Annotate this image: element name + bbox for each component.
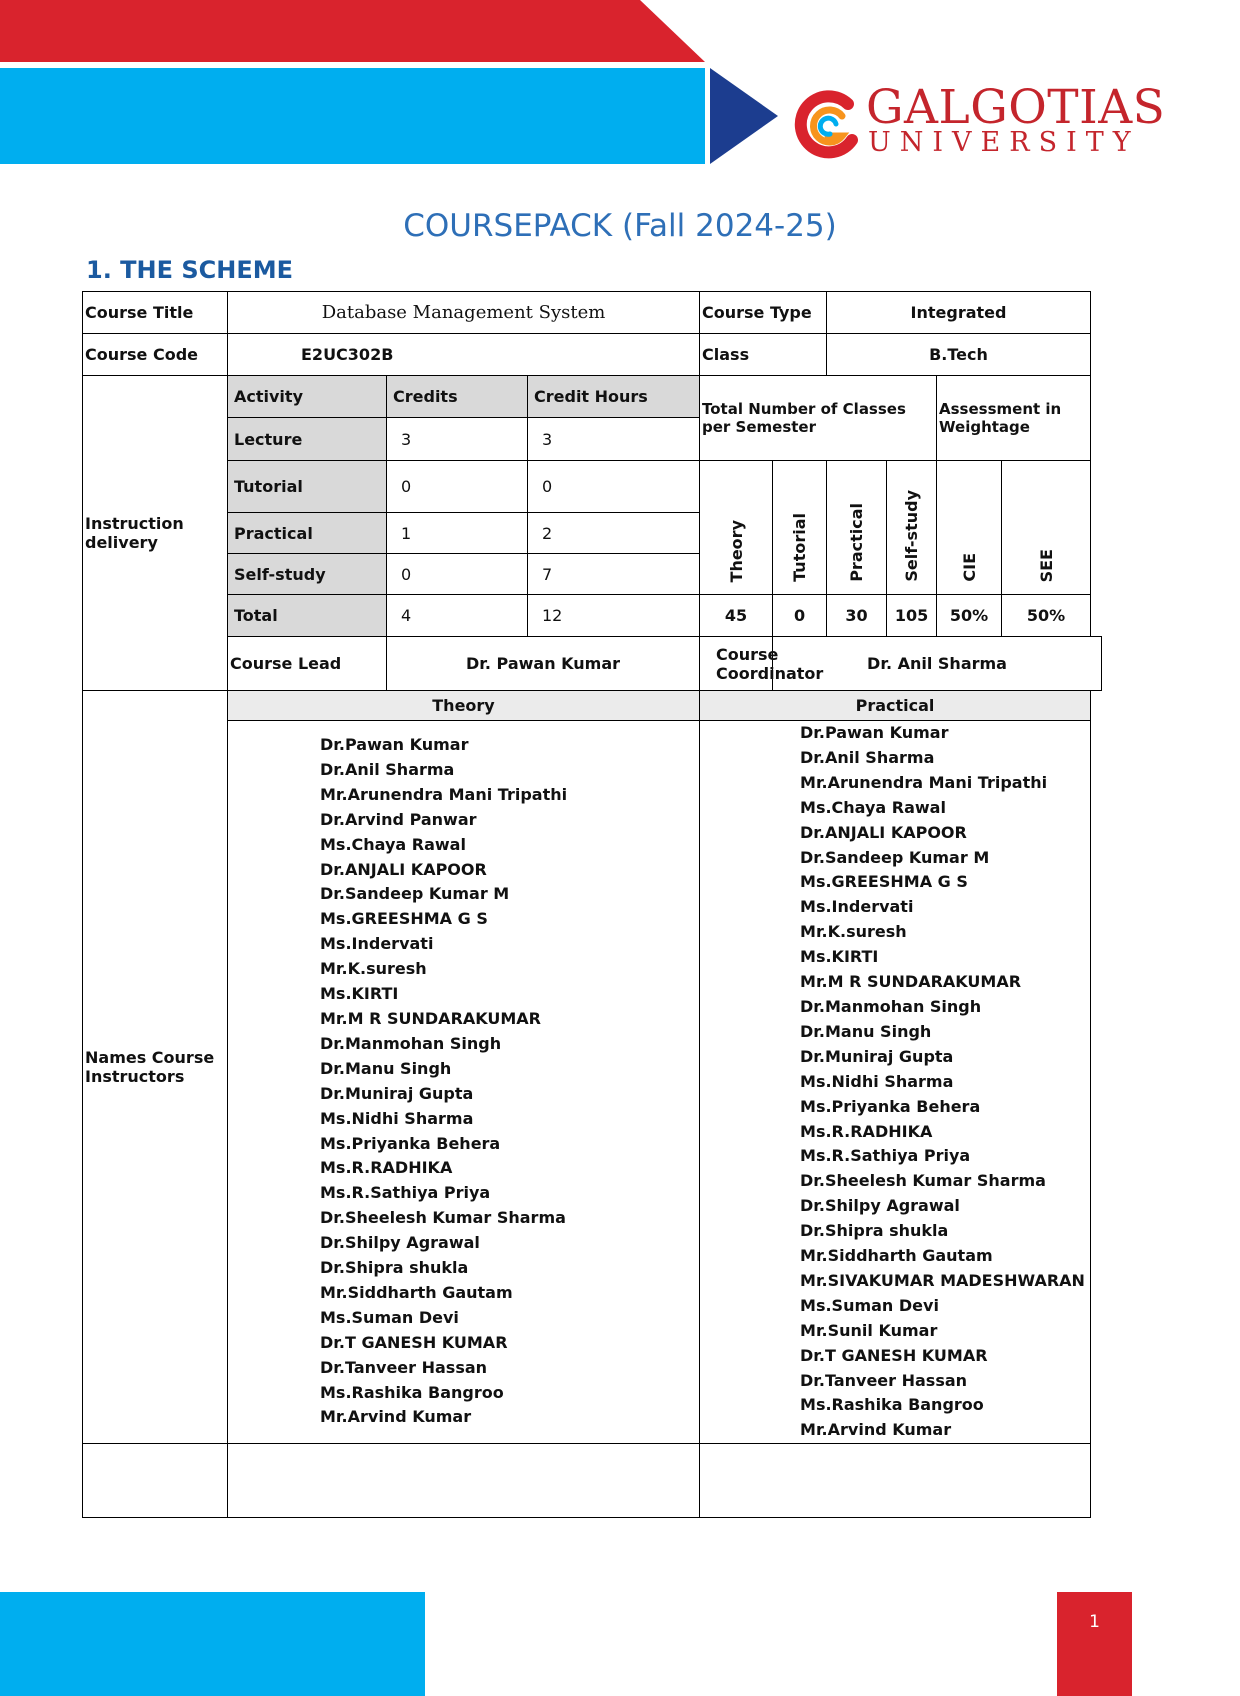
activity-total: Total — [228, 595, 387, 637]
instructor-name: Mr.Siddharth Gautam — [800, 1246, 993, 1266]
instructor-name: Dr.T GANESH KUMAR — [800, 1345, 988, 1365]
activity-practical: Practical — [228, 513, 387, 554]
self-study-classes-header: Self-study — [887, 461, 937, 595]
instructor-name: Ms.GREESHMA G S — [800, 872, 968, 892]
instructor-name: Mr.Sunil Kumar — [800, 1320, 938, 1340]
practical-instructors-list — [700, 721, 1091, 1444]
course-coordinator-value: Dr. Anil Sharma — [773, 637, 1102, 691]
instructor-name: Ms.Suman Devi — [320, 1307, 459, 1327]
instructor-name: Mr.Arvind Kumar — [320, 1407, 472, 1427]
instructor-name: Dr.ANJALI KAPOOR — [320, 859, 487, 879]
instructor-name: Dr.Sandeep Kumar M — [320, 884, 510, 904]
activity-lecture: Lecture — [228, 418, 387, 461]
logo-emblem-icon — [790, 90, 860, 160]
instructor-name: Ms.Suman Devi — [800, 1295, 939, 1315]
course-title-value: Database Management System — [228, 292, 700, 334]
course-type-value: Integrated — [827, 292, 1091, 334]
theory-instructors-header: Theory — [228, 691, 700, 721]
hours-practical: 2 — [528, 513, 700, 554]
cie-header: CIE — [937, 461, 1002, 595]
page-number: 1 — [1089, 1612, 1100, 1632]
instructor-name: Ms.KIRTI — [320, 984, 399, 1004]
page-title: COURSEPACK (Fall 2024-25) — [403, 208, 837, 244]
theory-classes-value: 45 — [700, 595, 773, 637]
instructor-name: Mr.Arunendra Mani Tripathi — [800, 772, 1048, 792]
instructor-name: Ms.R.Sathiya Priya — [800, 1146, 971, 1166]
instructor-name: Ms.GREESHMA G S — [320, 909, 488, 929]
instructor-name: Dr.Tanveer Hassan — [320, 1357, 488, 1377]
instructor-name: Dr.Pawan Kumar — [320, 735, 469, 754]
instructor-name: Ms.Indervati — [320, 934, 434, 954]
instructor-name: Dr.Arvind Panwar — [320, 809, 477, 829]
instructor-name: Dr.Pawan Kumar — [800, 723, 949, 742]
activity-header: Activity — [228, 376, 387, 418]
course-type-label: Course Type — [700, 292, 827, 334]
instructor-name: Dr.Tanveer Hassan — [800, 1370, 968, 1390]
instructor-name: Dr.Anil Sharma — [320, 759, 455, 779]
activity-tutorial: Tutorial — [228, 461, 387, 513]
credits-self-study: 0 — [387, 554, 528, 595]
instructor-name: Mr.K.suresh — [320, 959, 427, 979]
instructor-name: Ms.Nidhi Sharma — [800, 1071, 954, 1091]
credits-lecture: 3 — [387, 418, 528, 461]
course-code-label: Course Code — [83, 334, 228, 376]
instructor-name: Ms.Nidhi Sharma — [320, 1108, 474, 1128]
instructor-name: Ms.R.RADHIKA — [320, 1158, 453, 1178]
see-value: 50% — [1002, 595, 1091, 637]
instructor-name: Dr.Muniraj Gupta — [800, 1046, 954, 1066]
theory-instructors-list — [228, 721, 700, 1444]
hours-lecture: 3 — [528, 418, 700, 461]
course-lead-value: Dr. Pawan Kumar — [387, 637, 700, 691]
instructor-name: Mr.Siddharth Gautam — [320, 1282, 513, 1302]
instructor-name: Dr.Sheelesh Kumar Sharma — [320, 1208, 566, 1228]
instructor-name: Ms.R.Sathiya Priya — [320, 1183, 491, 1203]
instructor-name: Dr.Sheelesh Kumar Sharma — [800, 1171, 1046, 1191]
instructor-name: Mr.SIVAKUMAR MADESHWARAN — [800, 1270, 1085, 1290]
footer-red-band — [1057, 1592, 1132, 1696]
see-header: SEE — [1002, 461, 1091, 595]
instructor-name: Ms.Priyanka Behera — [320, 1133, 501, 1153]
logo-sub-text: UNIVERSITY — [868, 127, 1140, 158]
instructor-name: Dr.ANJALI KAPOOR — [800, 822, 967, 842]
instructor-name: Dr.Anil Sharma — [800, 747, 935, 767]
instructor-name: Dr.Manu Singh — [800, 1021, 932, 1041]
instructor-name: Dr.Manmohan Singh — [320, 1033, 502, 1053]
credits-practical: 1 — [387, 513, 528, 554]
tutorial-classes-value: 0 — [773, 595, 827, 637]
instructor-name: Ms.Rashika Bangroo — [320, 1382, 504, 1402]
course-title-label: Course Title — [83, 292, 228, 334]
instruction-delivery-label: Instruction delivery — [83, 376, 228, 691]
instructor-name: Dr.Shilpy Agrawal — [800, 1196, 960, 1216]
footer-blue-band — [0, 1592, 425, 1696]
instructor-name: Ms.R.RADHIKA — [800, 1121, 933, 1141]
course-lead-label: Course Lead — [228, 637, 387, 691]
course-code-value: E2UC302B — [228, 334, 700, 376]
scheme-table — [82, 291, 1102, 1518]
hours-self-study: 7 — [528, 554, 700, 595]
header-arrow-icon — [710, 68, 778, 168]
assessment-label: Assessment in Weightage — [937, 376, 1091, 461]
self-study-classes-value: 105 — [887, 595, 937, 637]
instructor-name: Mr.Arunendra Mani Tripathi — [320, 784, 568, 804]
empty-cell — [700, 1444, 1091, 1518]
instructor-name: Dr.Shipra shukla — [800, 1221, 949, 1241]
instructor-name: Ms.KIRTI — [800, 947, 879, 967]
instructor-name: Dr.Manmohan Singh — [800, 996, 982, 1016]
practical-classes-header: Practical — [827, 461, 887, 595]
credits-total: 4 — [387, 595, 528, 637]
class-value: B.Tech — [827, 334, 1091, 376]
practical-instructors-header: Practical — [700, 691, 1091, 721]
theory-classes-header: Theory — [700, 461, 773, 595]
instructor-name: Ms.Chaya Rawal — [320, 834, 466, 854]
instructor-name: Ms.Priyanka Behera — [800, 1096, 981, 1116]
credits-tutorial: 0 — [387, 461, 528, 513]
course-coordinator-label: Course Coordinator — [700, 637, 773, 691]
logo-main-text: GALGOTIAS — [866, 80, 1166, 135]
instructor-name: Dr.Muniraj Gupta — [320, 1083, 474, 1103]
course-instructors-label: Names Course Instructors — [83, 691, 228, 1444]
hours-total: 12 — [528, 595, 700, 637]
empty-cell — [228, 1444, 700, 1518]
tutorial-classes-header: Tutorial — [773, 461, 827, 595]
instructor-name: Mr.M R SUNDARAKUMAR — [800, 972, 1022, 992]
instructor-name: Ms.Rashika Bangroo — [800, 1395, 984, 1415]
section-heading: 1. THE SCHEME — [86, 256, 294, 284]
activity-self-study: Self-study — [228, 554, 387, 595]
cie-value: 50% — [937, 595, 1002, 637]
class-label: Class — [700, 334, 827, 376]
instructor-name: Mr.K.suresh — [800, 922, 907, 942]
credits-header: Credits — [387, 376, 528, 418]
instructor-name: Dr.Shipra shukla — [320, 1258, 469, 1278]
instructor-name: Dr.Shilpy Agrawal — [320, 1233, 480, 1253]
instructor-name: Ms.Chaya Rawal — [800, 797, 946, 817]
instructor-name: Dr.T GANESH KUMAR — [320, 1332, 508, 1352]
credit-hours-header: Credit Hours — [528, 376, 700, 418]
instructor-name: Ms.Indervati — [800, 897, 914, 917]
practical-classes-value: 30 — [827, 595, 887, 637]
instructor-name: Dr.Sandeep Kumar M — [800, 847, 990, 867]
instructor-name: Mr.M R SUNDARAKUMAR — [320, 1008, 541, 1028]
header-red-band — [0, 0, 705, 62]
empty-cell — [83, 1444, 228, 1518]
instructor-name: Mr.Arvind Kumar — [800, 1420, 952, 1440]
total-classes-label: Total Number of Classes per Semester — [700, 376, 937, 461]
instructor-name: Dr.Manu Singh — [320, 1058, 452, 1078]
header-blue-band — [0, 68, 705, 164]
hours-tutorial: 0 — [528, 461, 700, 513]
